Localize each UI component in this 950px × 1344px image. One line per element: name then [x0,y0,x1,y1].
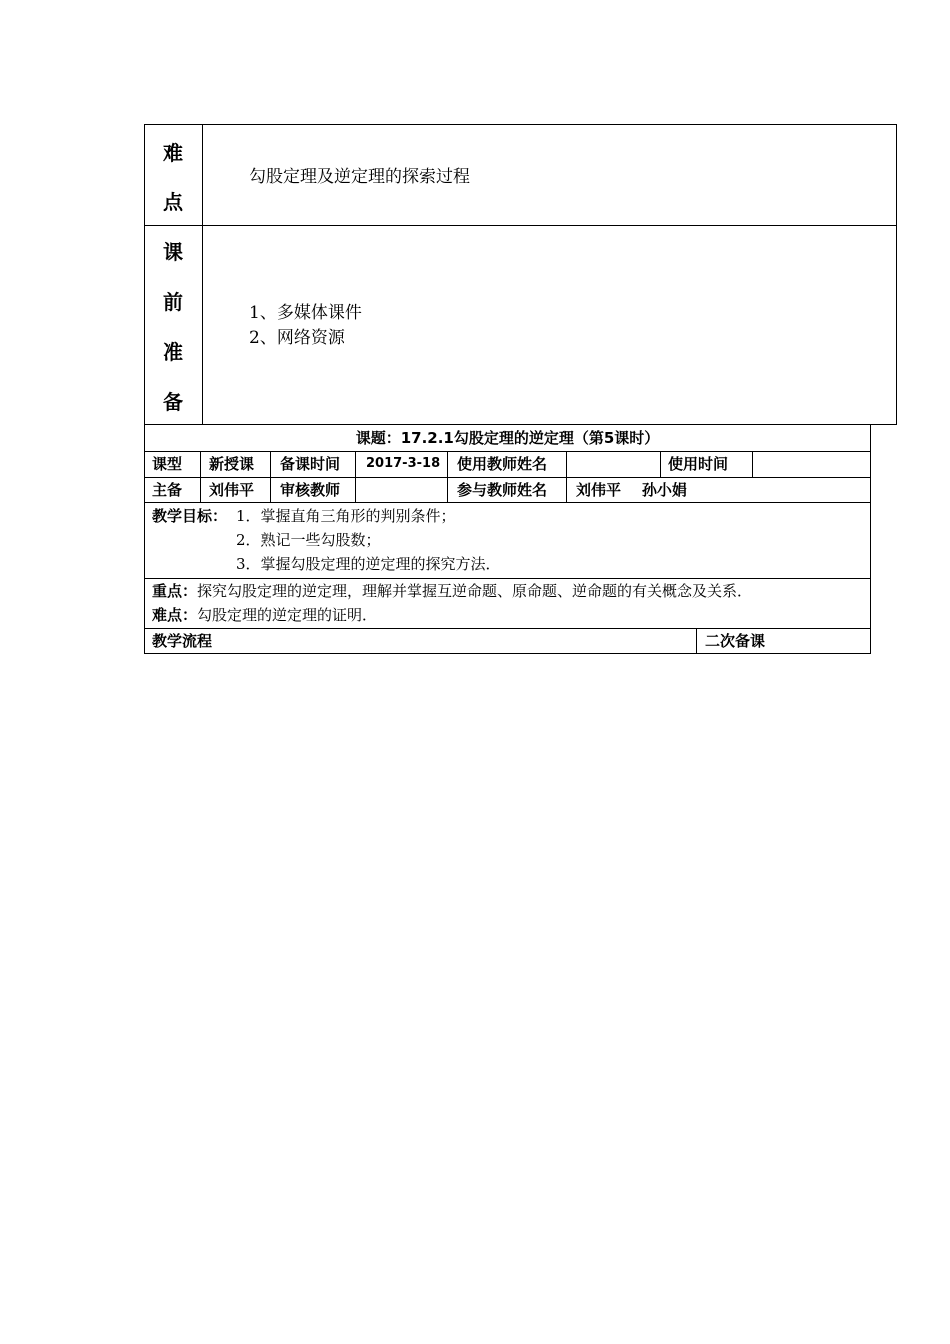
preparation-item-2: 2、网络资源 [249,328,345,348]
prep-time-value: 2017-3-18 [366,456,441,471]
row1-divider-2 [270,451,271,502]
second-prep-label: 二次备课 [705,632,766,650]
objective-item-3: 3．掌握勾股定理的逆定理的探究方法． [236,555,501,573]
objectives-label: 教学目标： [152,507,228,525]
lead-preparer-value: 刘伟平 [209,481,255,499]
preparation-item-1: 1、多媒体课件 [249,303,362,323]
preparation-label-char-1: 课 [163,240,183,264]
top-table-row-divider [144,225,897,226]
row1-divider-3 [355,451,356,502]
participants-label: 参与教师姓名 [457,481,548,499]
lesson-row-line-5 [144,628,871,629]
footer-divider [696,628,697,654]
row1-divider-7 [752,451,753,477]
difficulty-label-char-1: 难 [163,141,183,165]
lesson-row-line-4 [144,578,871,579]
difficulty-label-char-2: 点 [163,190,183,214]
focus-text: 探究勾股定理的逆定理，理解并掌握互逆命题、原命题、逆命题的有关概念及关系． [197,582,753,600]
key-difficulty-label: 难点： [152,606,198,624]
difficulty-content: 勾股定理及逆定理的探索过程 [249,167,470,187]
key-difficulty-text: 勾股定理的逆定理的证明． [197,606,378,624]
row1-divider-1 [200,451,201,502]
prep-time-label: 备课时间 [280,455,341,473]
lesson-row-line-2 [144,477,871,478]
objective-item-1: 1．掌握直角三角形的判别条件； [236,507,456,525]
lesson-title: 课题：17.2.1勾股定理的逆定理（第5课时） [355,429,660,447]
teaching-flow-label: 教学流程 [152,632,213,650]
lesson-row-line-1 [144,451,871,452]
focus-line [152,580,752,602]
row1-divider-5 [566,451,567,502]
preparation-label-char-3: 准 [163,340,183,364]
row1-divider-6 [660,451,661,477]
participants-value: 刘伟平 孙小娟 [576,481,687,499]
focus-label: 重点： [152,582,198,600]
lesson-type-value: 新授课 [209,455,255,473]
lead-preparer-label: 主备 [152,481,183,499]
row1-divider-4 [447,451,448,502]
reviewer-label: 审核教师 [280,481,341,499]
difficulty-line [152,604,377,626]
lesson-row-line-3 [144,502,871,503]
preparation-label-char-4: 备 [163,390,183,414]
use-time-label: 使用时间 [668,455,729,473]
top-table-column-divider [202,124,203,425]
teacher-name-label: 使用教师姓名 [457,455,548,473]
preparation-label-char-2: 前 [163,290,183,314]
objective-item-2: 2．熟记一些勾股数； [236,531,381,549]
lesson-type-label: 课型 [152,455,183,473]
